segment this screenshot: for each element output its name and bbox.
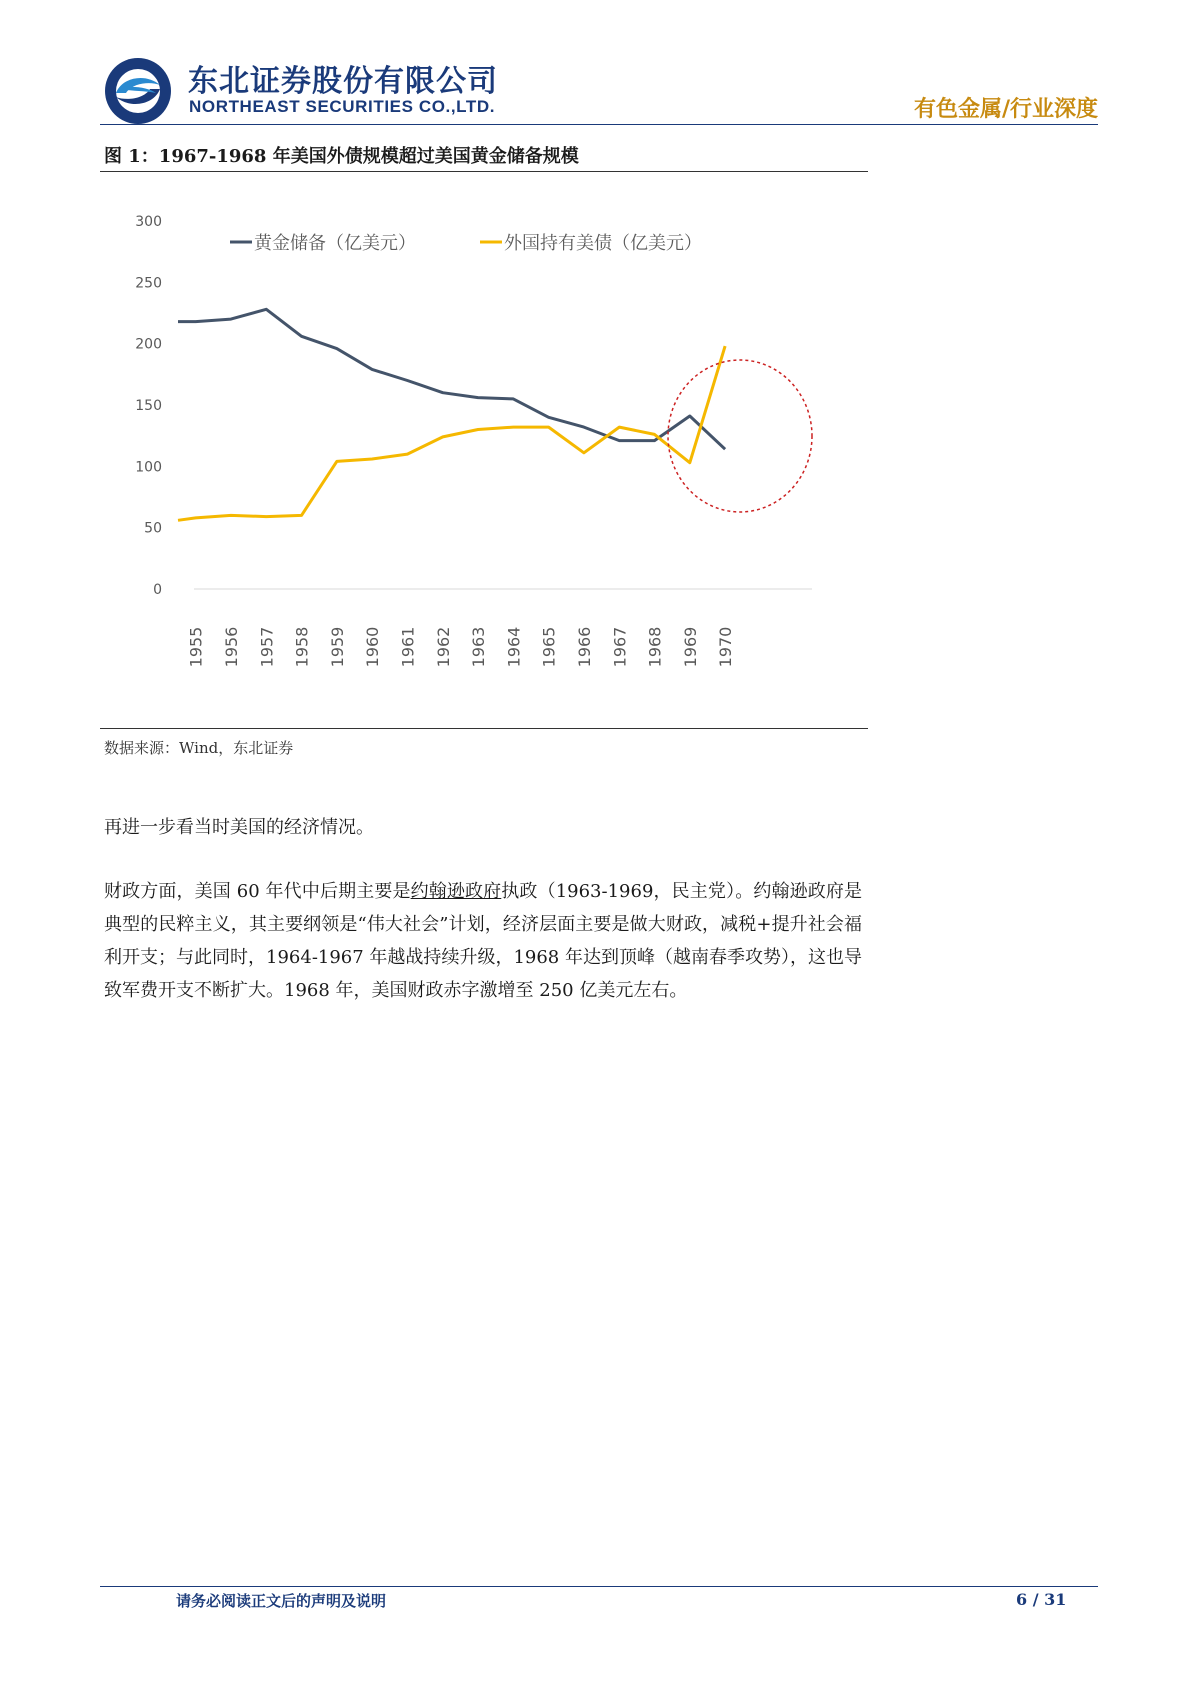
x-tick-label: 1962: [433, 626, 453, 668]
x-tick-label: 1968: [645, 626, 665, 668]
x-tick-label: 1969: [680, 626, 700, 668]
legend-label-gold: 黄金储备（亿美元）: [254, 233, 416, 254]
x-tick-label: 1961: [398, 626, 418, 668]
figure-source: 数据来源：Wind，东北证券: [104, 739, 294, 757]
report-sector: 有色金属/行业深度: [913, 97, 1098, 122]
y-tick-label: 300: [135, 214, 162, 230]
x-tick-label: 1955: [186, 626, 206, 668]
y-tick-label: 150: [135, 398, 162, 414]
series-line-foreign-held-debt: [178, 346, 725, 520]
company-name-cn: 东北证券股份有限公司: [188, 64, 498, 99]
x-tick-label: 1963: [469, 626, 489, 668]
x-tick-label: 1958: [292, 626, 312, 668]
x-tick-label: 1966: [574, 626, 594, 668]
legend-label-debt: 外国持有美债（亿美元）: [504, 233, 702, 254]
footer-disclaimer: 请务必阅读正文后的声明及说明: [176, 1592, 387, 1610]
company-name-en: NORTHEAST SECURITIES CO.,LTD.: [189, 97, 496, 116]
x-tick-label: 1970: [716, 626, 736, 668]
footer-divider: [100, 1586, 1098, 1587]
highlight-circle: [668, 360, 812, 512]
x-tick-label: 1957: [257, 626, 277, 668]
paragraph-2-suffix: 执政（1963-1969，民主党）。约翰逊政府是典型的民粹主义，其主要纲领是“伟大社会”计划，经济层面主要是做大财政，减税+提升社会福利开支；与此同时，1964-1967 年越战持续升级，1968 年达到顶峰（越南春季攻势），这也导致军费开支不断扩大。1968 年，美国财政赤字激增至 250 亿美元左右。: [104, 881, 862, 1001]
paragraph-2: [104, 875, 862, 1007]
header-divider: [100, 124, 1098, 125]
series-line-gold-reserves: [178, 309, 725, 449]
x-tick-label: 1967: [610, 626, 630, 668]
company-logo: [102, 55, 174, 127]
y-tick-label: 0: [153, 582, 162, 598]
x-tick-label: 1960: [363, 626, 383, 668]
y-tick-label: 50: [144, 520, 162, 537]
x-tick-label: 1964: [504, 626, 524, 668]
x-tick-label: 1959: [327, 626, 347, 668]
y-tick-label: 200: [135, 336, 162, 353]
y-axis: [135, 214, 162, 598]
x-tick-label: 1965: [539, 626, 559, 668]
paragraph-1: 再进一步看当时美国的经济情况。: [104, 817, 374, 838]
x-axis: [187, 627, 736, 668]
figure-top-rule: [100, 171, 868, 172]
x-tick-label: 1956: [221, 626, 241, 668]
chart-legend: [230, 233, 702, 254]
y-tick-label: 100: [135, 459, 162, 476]
page-number: 6 / 31: [1016, 1590, 1067, 1609]
line-chart: [100, 175, 868, 727]
johnson-administration-link: 约翰逊政府: [410, 881, 502, 902]
y-tick-label: 250: [135, 275, 162, 292]
figure-bottom-rule: [100, 728, 868, 729]
figure-title: 图 1：1967-1968 年美国外债规模超过美国黄金储备规模: [104, 146, 579, 167]
paragraph-2-prefix: 财政方面，美国 60 年代中后期主要是: [104, 881, 411, 902]
